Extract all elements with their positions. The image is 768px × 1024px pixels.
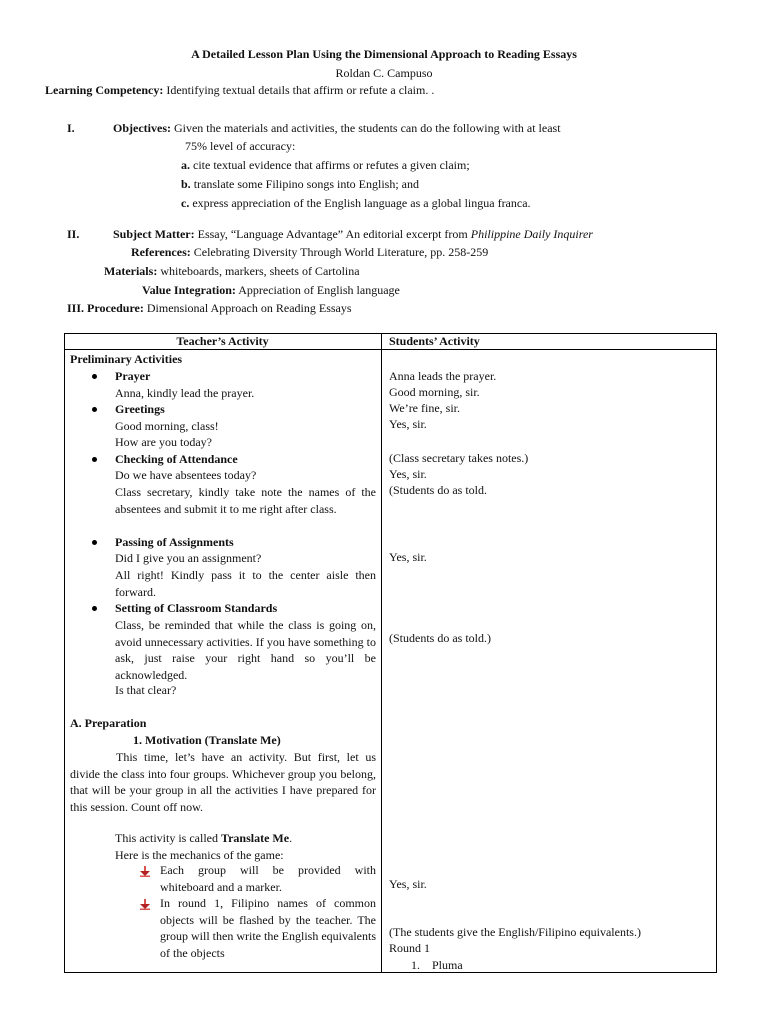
mechanic-item: Each group will be provided with whiteboard and a marker. <box>160 863 376 894</box>
assignments-paragraph: All right! Kindly pass it to the center aisle then forward. <box>115 568 376 599</box>
student-response: Yes, sir. <box>389 417 427 431</box>
value-integration-text: Appreciation of English language <box>238 283 400 297</box>
subject-label: Subject Matter: <box>113 227 195 241</box>
materials-label: Materials: <box>104 264 158 278</box>
activity-intro-text: This activity is called <box>115 831 218 845</box>
subject-matter <box>113 226 593 242</box>
student-response: Yes, sir. <box>389 467 427 481</box>
competency-label: Learning Competency: <box>45 83 164 97</box>
subject-source: Philippine Daily Inquirer <box>470 227 593 241</box>
mechanic-item: In round 1, Filipino names of common objects will be flashed by the teacher. The group will then write the English equivalents of the objects <box>160 896 376 960</box>
document-title: A Detailed Lesson Plan Using the Dimensional Approach to Reading Essays <box>191 47 577 61</box>
student-response: Yes, sir. <box>389 550 427 564</box>
bullet-dot <box>92 374 97 379</box>
round-label: Round 1 <box>389 941 431 955</box>
subject-numeral: II. <box>67 227 80 241</box>
activity-intro <box>115 830 292 846</box>
bullet-dot <box>92 540 97 545</box>
activity-name: Translate Me <box>220 831 290 845</box>
table-header-divider <box>64 349 717 350</box>
arrow-bullet-icon <box>139 898 151 910</box>
procedure-text: Dimensional Approach on Reading Essays <box>146 301 352 315</box>
objective-letter: a. <box>181 158 190 172</box>
assignments-heading: Passing of Assignments <box>115 535 234 549</box>
standards-heading: Setting of Classroom Standards <box>115 601 278 615</box>
objective-item <box>181 176 419 192</box>
round-item-number: 1. <box>411 958 420 972</box>
bullet-dot <box>92 457 97 462</box>
student-response: We’re fine, sir. <box>389 401 461 415</box>
student-response: Anna leads the prayer. <box>389 369 497 383</box>
students-activity-header: Students’ Activity <box>389 334 480 348</box>
objective-item <box>181 157 470 173</box>
attendance-paragraph: Class secretary, kindly take note the names of the absentees and submit it to me right after class. <box>115 485 376 516</box>
objectives-numeral: I. <box>67 121 75 135</box>
student-response: (Students do as told. <box>389 483 487 497</box>
author-name: Roldan C. Campuso <box>335 66 433 80</box>
student-response: Yes, sir. <box>389 877 427 891</box>
mechanics-intro: Here is the mechanics of the game: <box>115 848 284 862</box>
objective-text: express appreciation of the English language as a global lingua franca. <box>192 196 531 210</box>
references-label: References: <box>131 245 191 259</box>
value-integration <box>142 282 400 298</box>
procedure-label: III. Procedure: <box>67 301 144 315</box>
learning-competency <box>45 82 434 98</box>
motivation-heading: 1. Motivation (Translate Me) <box>133 733 281 747</box>
objective-letter: c. <box>181 196 190 210</box>
motivation-paragraph: This time, let’s have an activity. But first, let us divide the class into four groups. Whichever group you belong, that will be your group in all the activities I have prepared for this session. Count off now. <box>70 750 376 814</box>
objective-item <box>181 195 531 211</box>
greetings-line: How are you today? <box>115 435 212 449</box>
materials <box>104 263 360 279</box>
table-column-divider <box>381 333 382 973</box>
attendance-heading: Checking of Attendance <box>115 452 238 466</box>
preparation-heading: A. Preparation <box>70 716 147 730</box>
round-item-word: Pluma <box>432 958 463 972</box>
teacher-activity-header: Teacher’s Activity <box>176 334 269 348</box>
competency-text: Identifying textual details that affirm or refute a claim. . <box>166 83 435 97</box>
activity-intro-period: . <box>289 831 293 845</box>
student-response: (The students give the English/Filipino equivalents.) <box>389 925 641 939</box>
bullet-dot <box>92 606 97 611</box>
standards-question: Is that clear? <box>115 683 177 697</box>
attendance-line: Do we have absentees today? <box>115 468 257 482</box>
arrow-bullet-icon <box>139 865 151 877</box>
student-response: (Students do as told.) <box>389 631 491 645</box>
student-response: Good morning, sir. <box>389 385 480 399</box>
materials-text: whiteboards, markers, sheets of Cartolina <box>160 264 360 278</box>
objective-letter: b. <box>181 177 191 191</box>
subject-text: Essay, “Language Advantage” An editorial excerpt from <box>197 227 468 241</box>
references-text: Celebrating Diversity Through World Literature, pp. 258-259 <box>193 245 489 259</box>
prayer-heading: Prayer <box>115 369 151 383</box>
references <box>131 244 488 260</box>
objectives-label: Objectives: <box>113 121 171 135</box>
value-integration-label: Value Integration: <box>142 283 236 297</box>
standards-paragraph: Class, be reminded that while the class is going on, avoid unnecessary activities. If you have something to ask, just raise your right hand so you’ll be acknowledged. <box>115 618 376 682</box>
objective-text: translate some Filipino songs into English; and <box>193 177 420 191</box>
objectives-intro-line1: Given the materials and activities, the students can do the following with at least <box>173 121 561 135</box>
bullet-dot <box>92 407 97 412</box>
greetings-line: Good morning, class! <box>115 419 219 433</box>
objective-text: cite textual evidence that affirms or refutes a given claim; <box>193 158 470 172</box>
greetings-heading: Greetings <box>115 402 165 416</box>
preliminary-heading: Preliminary Activities <box>70 352 183 366</box>
assignments-line: Did I give you an assignment? <box>115 551 262 565</box>
student-response: (Class secretary takes notes.) <box>389 451 529 465</box>
procedure <box>67 300 352 316</box>
objectives-intro-line2: 75% level of accuracy: <box>185 139 296 153</box>
prayer-text: Anna, kindly lead the prayer. <box>115 386 255 400</box>
objectives-intro <box>113 120 561 136</box>
